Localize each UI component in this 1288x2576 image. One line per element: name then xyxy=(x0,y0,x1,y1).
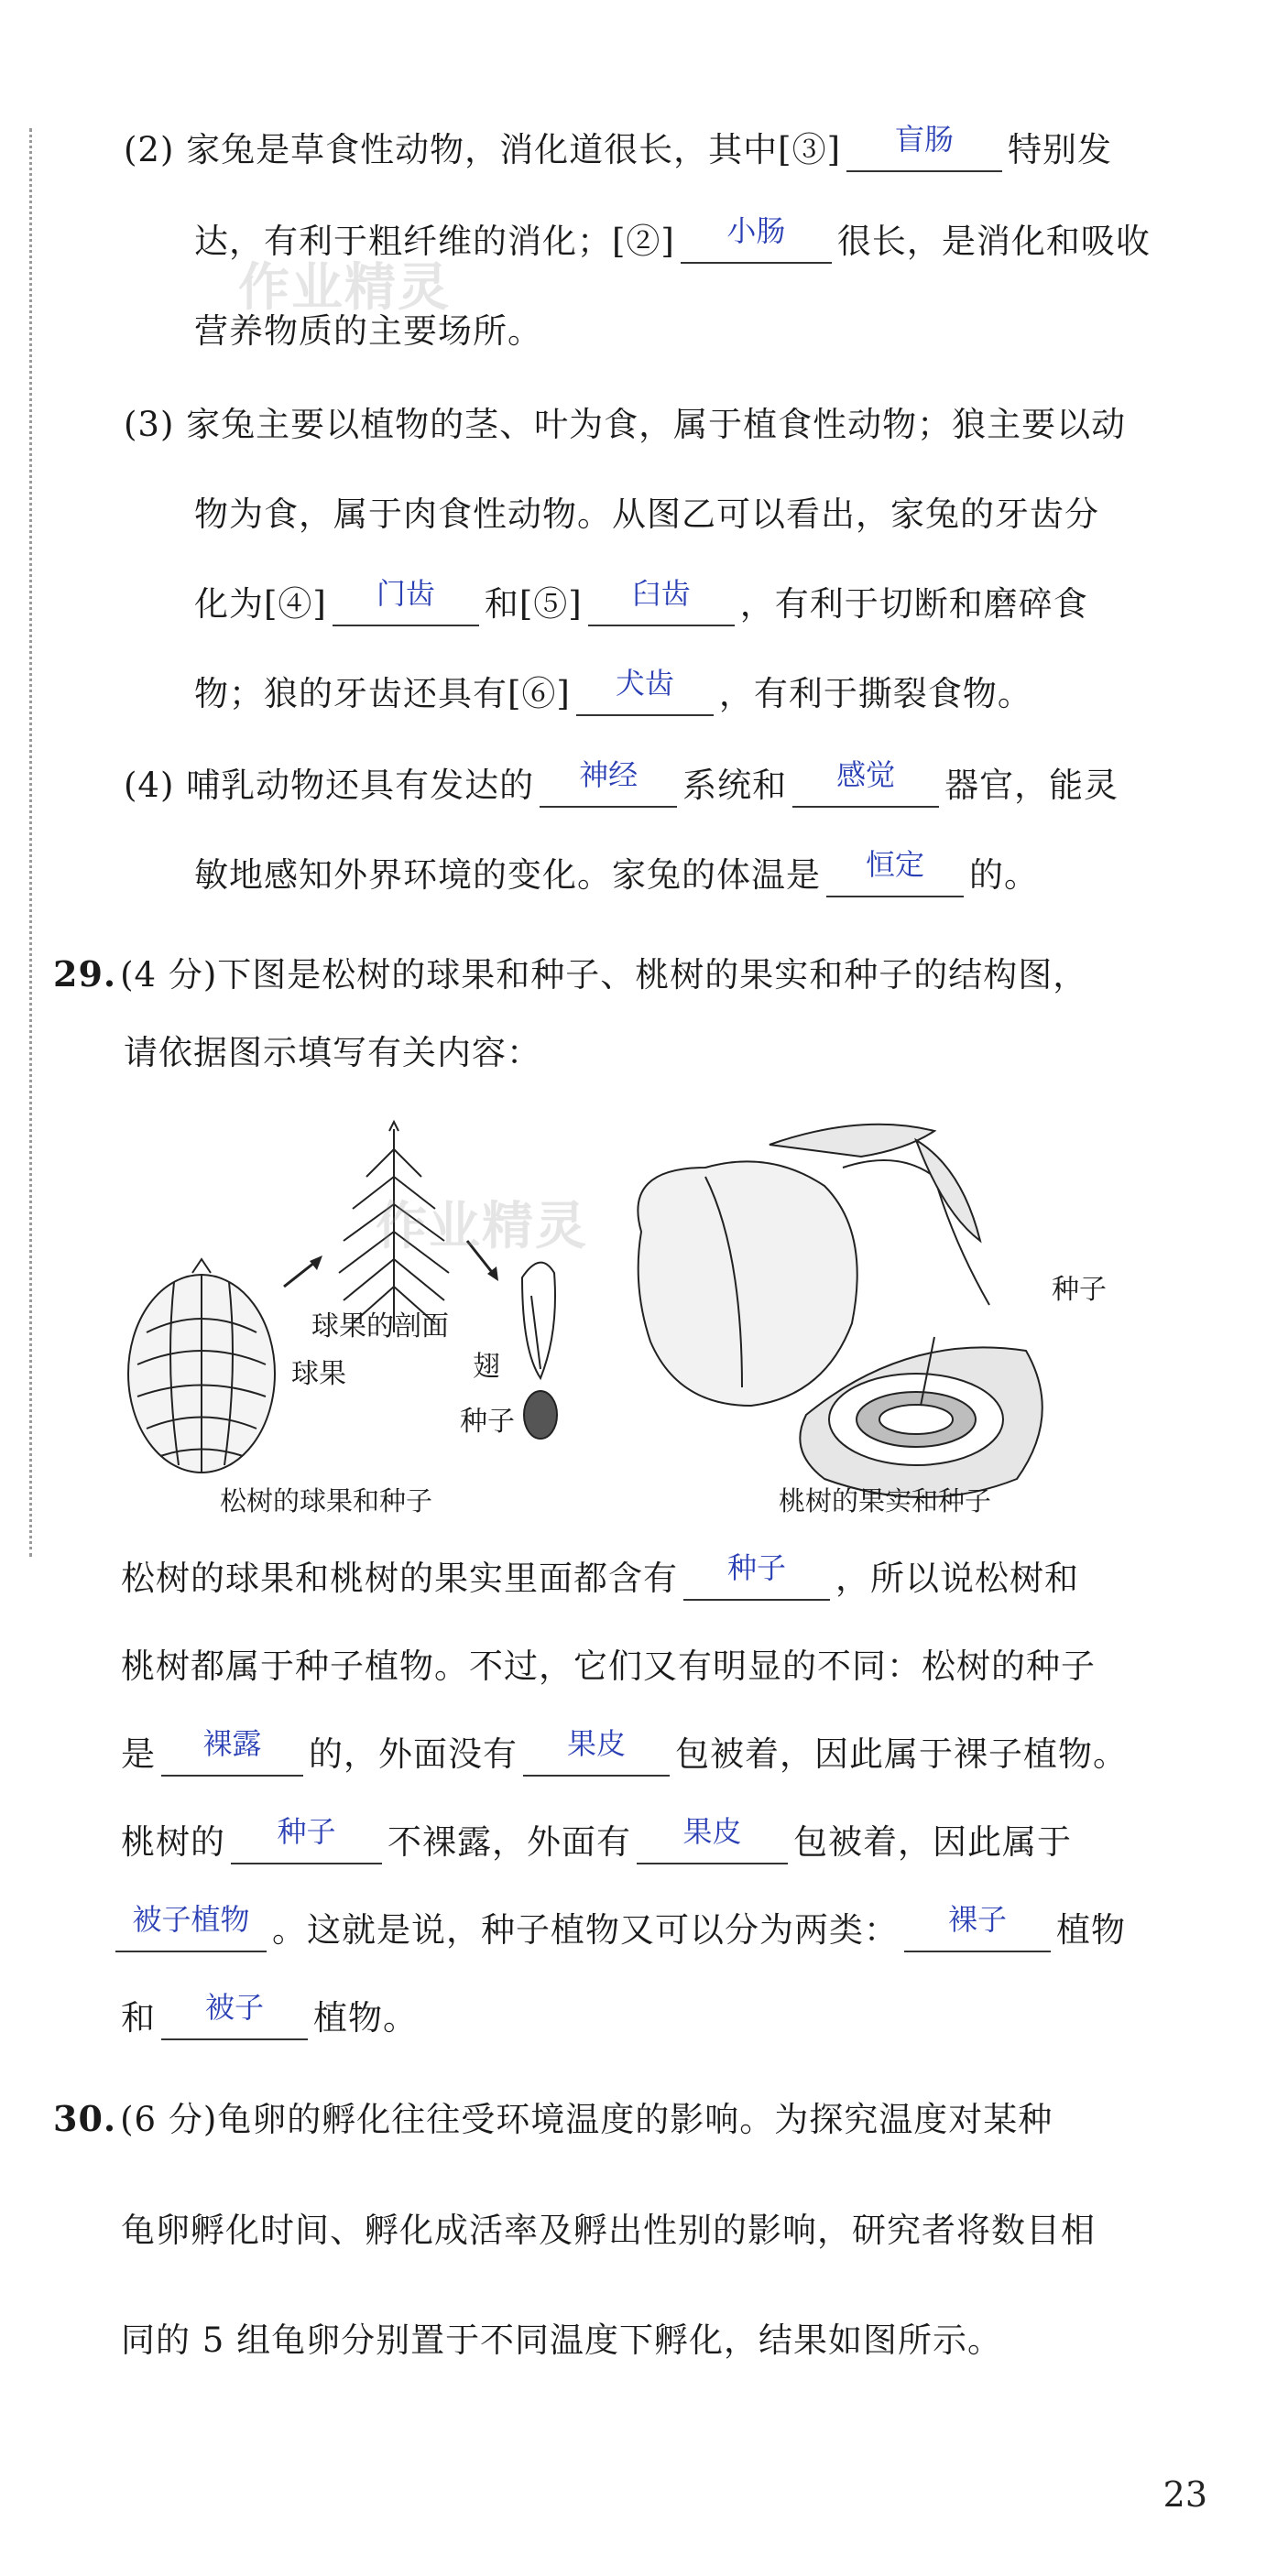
text: 龟卵孵化时间、孵化成活率及孵出性别的影响，研究者将数目相 xyxy=(121,2211,1096,2250)
answer-blank[interactable] xyxy=(333,576,479,626)
answer-text: 果皮 xyxy=(566,1726,626,1761)
answer-text: 小肠 xyxy=(726,213,786,248)
caption-pine: 松树的球果和种子 xyxy=(220,1485,433,1516)
text: 是 xyxy=(121,1734,156,1774)
answer-blank[interactable] xyxy=(161,1726,303,1777)
q30-line3 xyxy=(121,2319,1002,2363)
text: 的，外面没有 xyxy=(309,1734,518,1774)
answer-text: 种子 xyxy=(277,1814,336,1849)
q29-body-line5 xyxy=(115,1902,1126,1952)
answer-text: 盲肠 xyxy=(895,122,955,157)
answer-blank[interactable] xyxy=(904,1902,1051,1952)
text: 桃树都属于种子植物。不过，它们又有明显的不同：松树的种子 xyxy=(121,1647,1096,1686)
label-cone-section: 球果的剖面 xyxy=(311,1310,449,1342)
answer-blank[interactable] xyxy=(588,576,735,626)
watermark: 作业精灵 xyxy=(376,1197,588,1256)
figure-drawing xyxy=(110,1113,1191,1543)
text: (4 分)下图是松树的球果和种子、桃树的果实和种子的结构图， xyxy=(120,955,1088,995)
text: 敏地感知外界环境的变化。家兔的体温是 xyxy=(194,855,821,895)
answer-blank[interactable] xyxy=(540,757,677,808)
q29-body-line3 xyxy=(121,1726,1128,1777)
text: 包被着，因此属于裸子植物。 xyxy=(675,1734,1128,1774)
text: 特别发 xyxy=(1008,130,1113,169)
label-seed-peach: 种子 xyxy=(1052,1274,1107,1306)
text: 很长，是消化和吸收 xyxy=(836,222,1151,261)
text: 和[⑤] xyxy=(484,584,583,624)
q28-p4-line2 xyxy=(194,847,1039,897)
label-seed-pine: 种子 xyxy=(460,1406,515,1438)
text: 物为食，属于肉食性动物。从图乙可以看出，家兔的牙齿分 xyxy=(194,495,1099,534)
q28-p4-line1 xyxy=(124,757,1119,808)
q28-p3-line3 xyxy=(194,576,1088,626)
q28-p2-line1 xyxy=(124,122,1113,172)
q29-body-line6 xyxy=(121,1990,418,2040)
answer-text: 裸露 xyxy=(202,1726,262,1761)
text: 。这就是说，种子植物又可以分为两类： xyxy=(272,1910,899,1950)
text: 不裸露，外面有 xyxy=(387,1822,631,1862)
text: 系统和 xyxy=(682,766,788,805)
pine-cone-image xyxy=(128,1259,275,1473)
answer-blank[interactable] xyxy=(576,666,714,716)
q28-p3-line2 xyxy=(194,493,1099,537)
text: 物；狼的牙齿还具有[⑥] xyxy=(194,674,571,713)
peach-fruit-image xyxy=(638,1125,1042,1497)
answer-text: 神经 xyxy=(579,757,639,792)
text: (6 分)龟卵的孵化往往受环境温度的影响。为探究温度对某种 xyxy=(120,2100,1053,2139)
text: 包被着，因此属于 xyxy=(793,1822,1072,1862)
text: ，有利于切断和磨碎食 xyxy=(739,584,1088,624)
label-wing: 翅 xyxy=(473,1351,500,1383)
answer-blank[interactable] xyxy=(115,1902,267,1952)
text: ，所以说松树和 xyxy=(835,1559,1079,1598)
q28-p3-line1 xyxy=(124,403,1126,447)
text: 桃树的 xyxy=(121,1822,225,1862)
text: 达，有利于粗纤维的消化；[②] xyxy=(194,222,675,261)
answer-text: 裸子 xyxy=(947,1902,1007,1937)
text: 植物 xyxy=(1056,1910,1126,1950)
answer-text: 犬齿 xyxy=(615,666,674,701)
q29-header-line2 xyxy=(124,1031,541,1075)
plant-structure-figure xyxy=(110,1113,1191,1543)
text: 请依据图示填写有关内容： xyxy=(124,1033,541,1072)
text: (4) 哺乳动物还具有发达的 xyxy=(124,766,535,805)
answer-blank[interactable] xyxy=(683,1550,830,1601)
q30-line1 xyxy=(53,2097,1053,2142)
answer-blank[interactable] xyxy=(681,213,832,264)
answer-blank[interactable] xyxy=(231,1814,382,1864)
page-number: 23 xyxy=(1162,2474,1207,2515)
q29-body-line2 xyxy=(121,1645,1096,1689)
question-number: 30. xyxy=(53,2098,117,2139)
text: 的。 xyxy=(969,855,1039,895)
text: 松树的球果和桃树的果实里面都含有 xyxy=(121,1559,678,1598)
answer-blank[interactable] xyxy=(792,757,939,808)
q29-body-line1 xyxy=(121,1550,1079,1601)
label-cone: 球果 xyxy=(291,1358,346,1390)
answer-text: 恒定 xyxy=(865,847,924,882)
text: 同的 5 组龟卵分别置于不同温度下孵化，结果如图所示。 xyxy=(121,2321,1003,2360)
answer-text: 果皮 xyxy=(682,1814,742,1849)
q29-body-line4 xyxy=(121,1814,1072,1864)
answer-text: 被子 xyxy=(204,1990,264,2025)
text: ，有利于撕裂食物。 xyxy=(718,674,1032,713)
answer-blank[interactable] xyxy=(523,1726,670,1777)
answer-text: 门齿 xyxy=(376,576,435,611)
answer-blank[interactable] xyxy=(846,122,1002,172)
answer-blank[interactable] xyxy=(826,847,964,897)
text: (3) 家兔主要以植物的茎、叶为食，属于植食性动物；狼主要以动 xyxy=(124,405,1127,444)
answer-text: 臼齿 xyxy=(631,576,691,611)
text: (2) 家兔是草食性动物，消化道很长，其中[③] xyxy=(124,130,842,169)
text: 化为[④] xyxy=(194,584,327,624)
watermark: 作业精灵 xyxy=(238,258,451,318)
q30-line2 xyxy=(121,2209,1096,2253)
q28-p3-line4 xyxy=(194,666,1032,716)
answer-blank[interactable] xyxy=(637,1814,788,1864)
text: 植物。 xyxy=(313,1998,418,2038)
question-number: 29. xyxy=(53,953,117,995)
caption-peach: 桃树的果实和种子 xyxy=(779,1485,992,1516)
text: 器官，能灵 xyxy=(944,766,1119,805)
answer-text: 被子植物 xyxy=(132,1902,250,1937)
q29-header-line1 xyxy=(53,952,1087,997)
text: 和 xyxy=(121,1998,156,2038)
binding-dotted-line xyxy=(29,128,32,1557)
answer-text: 感觉 xyxy=(836,757,896,792)
text: 营养物质的主要场所。 xyxy=(194,311,542,351)
pine-seed-image xyxy=(522,1263,557,1439)
answer-blank[interactable] xyxy=(161,1990,308,2040)
answer-text: 种子 xyxy=(726,1550,786,1585)
